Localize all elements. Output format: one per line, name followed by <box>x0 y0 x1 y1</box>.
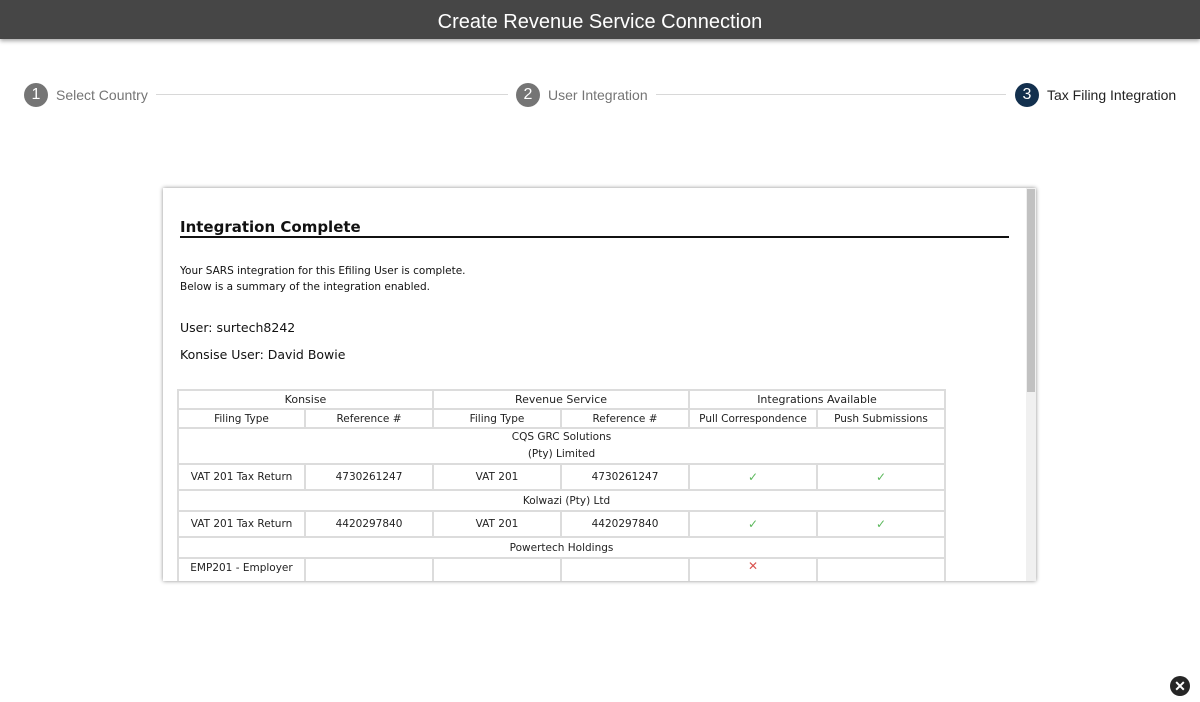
step-user-integration[interactable] <box>516 82 648 108</box>
step-label: Tax Filing Integration <box>1047 87 1177 103</box>
check-icon: ✓ <box>747 517 759 531</box>
group-header-revenue-service: Revenue Service <box>433 390 689 409</box>
column-header: Push Submissions <box>817 409 945 428</box>
filing-type-cell: EMP201 - Employer <box>178 558 305 581</box>
column-header: Filing Type <box>178 409 305 428</box>
summary-intro <box>180 263 466 295</box>
step-number: 2 <box>516 83 540 107</box>
stepper <box>0 82 1200 108</box>
filing-type-cell: VAT 201 Tax Return <box>178 464 305 490</box>
company-name: Kolwazi (Pty) Ltd <box>178 490 945 511</box>
step-label: User Integration <box>548 87 648 103</box>
push-submissions-cell <box>817 558 945 581</box>
step-select-country[interactable] <box>24 82 148 108</box>
summary-panel <box>163 188 1036 581</box>
konsise-user: Konsise User: David Bowie <box>180 347 346 362</box>
check-icon: ✓ <box>875 517 887 531</box>
scrollbar-thumb[interactable] <box>1027 189 1035 392</box>
company-row <box>178 428 945 464</box>
step-connector <box>656 94 1006 95</box>
table-row <box>178 558 945 581</box>
rs-reference-cell <box>561 558 689 581</box>
efiling-user: User: surtech8242 <box>180 320 296 335</box>
company-row <box>178 490 945 511</box>
integration-summary-table <box>177 389 946 581</box>
window-title: Create Revenue Service Connection <box>0 0 1200 39</box>
step-number: 1 <box>24 83 48 107</box>
step-label: Select Country <box>56 87 148 103</box>
intro-line: Your SARS integration for this Efiling User is complete. <box>180 265 466 277</box>
rs-filing-type-cell: VAT 201 <box>433 464 561 490</box>
step-connector <box>156 94 508 95</box>
step-number: 3 <box>1015 83 1039 107</box>
column-header: Filing Type <box>433 409 561 428</box>
table-row <box>178 511 945 537</box>
intro-line: Below is a summary of the integration enabled. <box>180 281 430 293</box>
pull-correspondence-cell <box>689 558 817 581</box>
company-name: CQS GRC Solutions (Pty) Limited <box>178 428 945 464</box>
rs-filing-type-cell <box>433 558 561 581</box>
check-icon: ✓ <box>747 470 759 484</box>
column-header: Reference # <box>561 409 689 428</box>
reference-cell: 4730261247 <box>305 464 433 490</box>
column-header: Reference # <box>305 409 433 428</box>
push-submissions-cell <box>817 464 945 490</box>
cross-icon: ✕ <box>747 559 759 573</box>
column-header: Pull Correspondence <box>689 409 817 428</box>
table-row <box>178 464 945 490</box>
pull-correspondence-cell <box>689 464 817 490</box>
summary-heading: Integration Complete <box>180 218 1009 238</box>
check-icon: ✓ <box>875 470 887 484</box>
rs-reference-cell: 4420297840 <box>561 511 689 537</box>
company-name: Powertech Holdings <box>178 537 945 558</box>
group-header-konsise: Konsise <box>178 390 433 409</box>
rs-filing-type-cell: VAT 201 <box>433 511 561 537</box>
filing-type-cell: VAT 201 Tax Return <box>178 511 305 537</box>
close-icon[interactable]: ✕ <box>1170 676 1190 696</box>
reference-cell <box>305 558 433 581</box>
panel-scrollbar[interactable] <box>1026 188 1036 581</box>
push-submissions-cell <box>817 511 945 537</box>
group-header-integrations: Integrations Available <box>689 390 945 409</box>
pull-correspondence-cell <box>689 511 817 537</box>
rs-reference-cell: 4730261247 <box>561 464 689 490</box>
reference-cell: 4420297840 <box>305 511 433 537</box>
company-row <box>178 537 945 558</box>
step-tax-filing-integration[interactable] <box>1015 82 1176 108</box>
